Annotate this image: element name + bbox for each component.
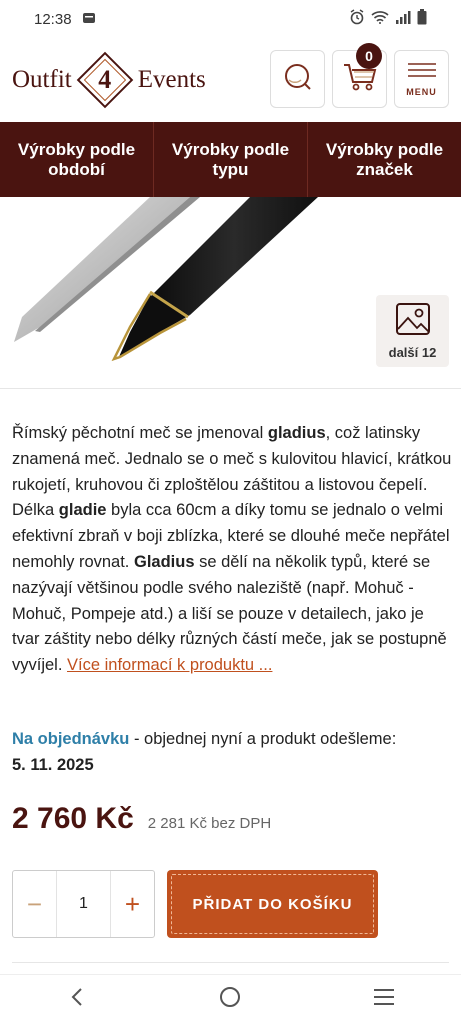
category-nav [0, 122, 461, 197]
quantity-decrease-button[interactable]: − [13, 871, 57, 937]
hamburger-icon [406, 62, 438, 83]
notification-icon [82, 11, 96, 28]
logo-emblem [78, 53, 132, 107]
home-icon [219, 986, 241, 1013]
search-icon [283, 62, 313, 97]
battery-icon [417, 9, 427, 29]
signal-icon [395, 10, 411, 28]
add-to-cart-button[interactable] [167, 870, 378, 938]
product-description [12, 421, 452, 679]
cart-button[interactable] [332, 50, 387, 108]
nav-item-by-type[interactable]: Výrobky podle typu [154, 122, 308, 197]
desc-keyword: gladie [58, 501, 107, 520]
desc-text: byla cca 60cm a díky tomu se jednalo o velmi efektivní zbraň v boji zblízka, které se dlouhé meče nepřátel nemohly rovnat. [12, 501, 450, 571]
more-photos-button[interactable] [376, 295, 449, 367]
search-button[interactable] [270, 50, 325, 108]
price-row [12, 802, 271, 836]
availability-info [12, 727, 452, 779]
desc-text: Římský pěchotní meč se jmenoval [12, 424, 268, 442]
more-photos-label: další 12 [388, 345, 437, 360]
wifi-icon [371, 10, 389, 28]
add-to-cart-label: PŘIDAT DO KOŠÍKU [192, 895, 353, 913]
availability-date: 5. 11. 2025 [12, 755, 94, 774]
availability-status: Na objednávku [12, 730, 130, 748]
logo-number: 4 [98, 65, 112, 94]
divider [12, 962, 449, 963]
logo[interactable] [12, 53, 206, 107]
nav-item-by-brand[interactable]: Výrobky podle značek [325, 139, 444, 179]
quantity-stepper [12, 870, 155, 938]
logo-text-right: Events [137, 66, 206, 93]
status-time: 12:38 [34, 10, 72, 28]
desc-text: , což latinsky znamená meč. Jednalo se o meč s kulovitou hlavicí, krátkou rukojetí, kruhovou či zploštělou záštitou a listovou čepelí. Délka [12, 424, 452, 520]
status-bar [0, 0, 461, 38]
quantity-input[interactable]: 1 [79, 895, 88, 912]
alarm-icon [349, 9, 365, 29]
price-without-vat: 2 281 Kč bez DPH [147, 815, 272, 832]
cart-count-badge: 0 [356, 43, 382, 69]
site-header [0, 38, 461, 122]
buy-row [12, 870, 378, 938]
recents-icon [373, 988, 395, 1011]
desc-text: se dělí na několik typů, které se nazývají většinou podle svého naleziště (např. Mohuč - Mohuč, Pompeje atd.) a liší se pouze v detailech, jako je tvar záštity nebo délky různých částí meče, jak se postupně vyvíjel. [12, 552, 447, 675]
more-info-link[interactable]: Více informací k produktu ... [67, 656, 273, 675]
menu-button[interactable] [394, 50, 449, 108]
home-button[interactable] [205, 980, 255, 1020]
desc-keyword: Gladius [133, 552, 195, 571]
recents-button[interactable] [52, 980, 102, 1020]
product-gallery [0, 197, 461, 389]
availability-text: - objednej nyní a produkt odešleme: [129, 730, 397, 748]
back-button[interactable] [359, 980, 409, 1020]
quantity-increase-button[interactable]: + [110, 871, 154, 937]
nav-item-by-period[interactable]: Výrobky podle období [0, 122, 154, 197]
logo-text-left: Outfit [12, 66, 72, 93]
system-navigation-bar [0, 974, 461, 1024]
desc-keyword: gladius [267, 424, 326, 442]
back-icon [69, 987, 85, 1012]
image-icon [395, 302, 431, 341]
price: 2 760 Kč [12, 802, 134, 835]
menu-label: MENU [406, 86, 437, 97]
